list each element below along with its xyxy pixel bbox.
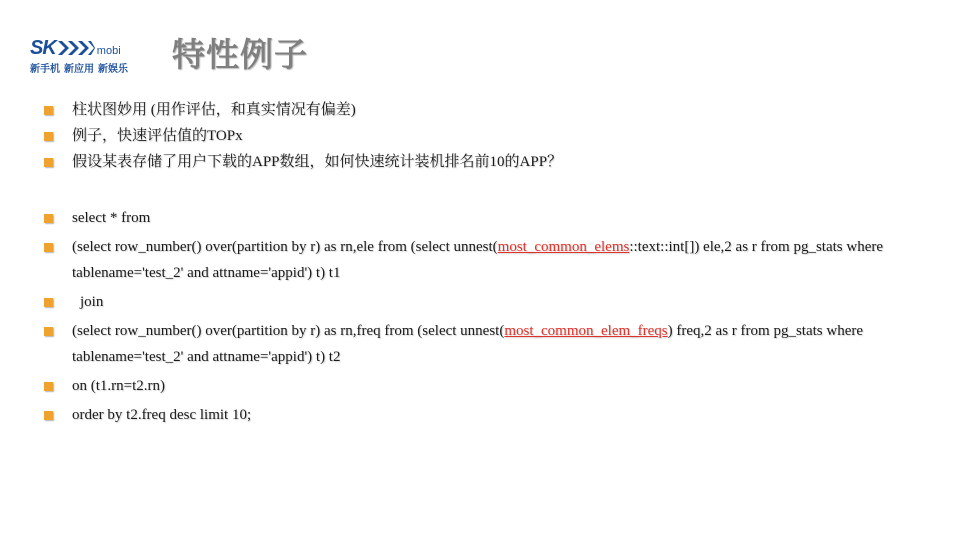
- code-text: ::text::int[]) ele,2 as r from pg_stats where tablename='test_2' and attname='appid') t) t1: [72, 239, 884, 281]
- spacer: [40, 175, 920, 205]
- logo-suffix: mobi: [96, 45, 121, 57]
- square-bullet-icon: [44, 382, 53, 391]
- code-text: (select row_number() over(partition by r) as rn,freq from (select unnest(: [72, 323, 505, 339]
- code-line: [40, 373, 920, 399]
- code-text: ) freq,2 as r from pg_stats where tablename='test_2' and attname='appid') t) t2: [72, 323, 864, 365]
- logo-wordmark: [30, 38, 121, 58]
- code-text: on (t1.rn=t2.rn): [72, 378, 166, 394]
- square-bullet-icon: [44, 106, 53, 115]
- slogan-2: 新应用: [64, 64, 94, 75]
- chevron-logo-icon: [57, 40, 95, 56]
- highlight-keyword: most_common_elems: [497, 239, 630, 255]
- bullet-text: 柱状图妙用 (用作评估，和真实情况有偏差): [72, 102, 356, 118]
- square-bullet-icon: [44, 327, 53, 336]
- slide-content: [40, 97, 920, 431]
- bullet-text: 例子，快速评估值的TOPx: [72, 128, 243, 144]
- square-bullet-icon: [44, 214, 53, 223]
- highlight-keyword: most_common_elem_freqs: [504, 323, 668, 339]
- code-text: select * from: [72, 210, 151, 226]
- square-bullet-icon: [44, 411, 53, 420]
- list-item: [40, 97, 920, 123]
- square-bullet-icon: [44, 158, 53, 167]
- code-line: [40, 234, 920, 286]
- logo-slogan: [30, 60, 132, 75]
- company-logo: [30, 38, 155, 74]
- code-text: order by t2.freq desc limit 10;: [72, 407, 252, 423]
- code-line: [40, 289, 920, 315]
- code-text: join: [80, 294, 104, 310]
- code-text: (select row_number() over(partition by r) as rn,ele from (select unnest(: [72, 239, 498, 255]
- list-item: [40, 149, 920, 175]
- square-bullet-icon: [44, 132, 53, 141]
- square-bullet-icon: [44, 298, 53, 307]
- code-line: [40, 318, 920, 370]
- slogan-3: 新娱乐: [98, 64, 128, 75]
- slogan-1: 新手机: [30, 64, 60, 75]
- logo-brand: SK: [30, 37, 56, 59]
- list-item: [40, 123, 920, 149]
- code-line: [40, 205, 920, 231]
- bullet-text: 假设某表存储了用户下载的APP数组，如何快速统计装机排名前10的APP？: [72, 154, 563, 170]
- code-line: [40, 402, 920, 428]
- square-bullet-icon: [44, 243, 53, 252]
- slide-title: 特性例子: [172, 35, 308, 74]
